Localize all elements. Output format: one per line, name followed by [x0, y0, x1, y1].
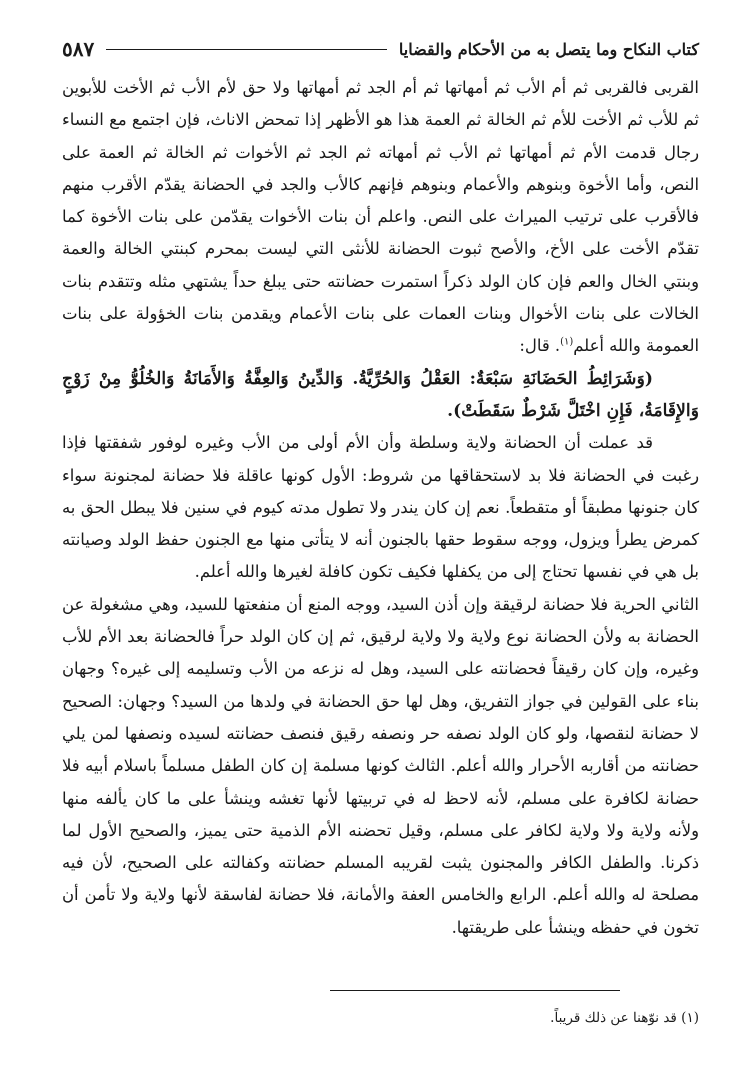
matn-conditions: (وَشَرَائِطُ الحَضَانَةِ سَبْعَةٌ: العَقْلُ وَالحُرِّيَّةُ. وَالدِّينُ وَالعِفَّةُ وَالأَمَانَةُ وَالخُلُوُّ مِنْ زَوْجٍ وَالإِقَامَةُ، فَإِنِ اخْتَلَّ شَرْطٌ سَقَطَتْ).	[62, 368, 699, 421]
commentary-tail: . قال:	[519, 336, 561, 356]
footnote-rule	[330, 990, 620, 991]
footnote: (١) قد نوّهنا عن ذلك قريباً.	[550, 1010, 699, 1026]
header-rule	[106, 49, 387, 50]
paragraph-commentary-order	[62, 72, 699, 363]
paragraph-condition-sanity: قد عملت أن الحضانة ولاية وسلطة وأن الأم أولى من الأب وغيره لوفور شفقتها فإذا رغبت في الحضانة فلا بد لاستحقاقها من شروط: الأول كونها عاقلة فلا حضانة لمجنونة سواء كان جنونها مطبقاً أو متقطعاً. نعم إن كان يندر ولا تطول مدته كيوم في سنين فلا يبطل الحق به كمرض يطرأ ويزول، ووجه سقوط حقها بالجنون أنه لا يتأتى منها مع الجنون حفظ الولد وصيانته بل هي في نفسها تحتاج إلى من يكفلها فكيف تكون كافلة لغيرها والله أعلم.	[62, 433, 699, 582]
running-head: كتاب النكاح وما يتصل به من الأحكام والقضايا	[398, 39, 699, 59]
footnote-marker: (١)	[560, 336, 574, 348]
page-number: ٥٨٧	[62, 37, 95, 61]
commentary-text: القربى فالقربى ثم أم الأب ثم أمهاتها ثم أم الجد ثم أمهاتها ولا حق لأم الأب ثم الأخت للأبوين ثم للأب ثم الأخت للأم ثم الخالة ثم العمة هذا هو الأظهر إذا تمحض الاناث، فإن اجتمع مع النساء رجال قدمت الأم ثم أمهاتها ثم الأب ثم أمهاته ثم الجد ثم الأخوات ثم الخالة ثم العمة على النص، وأما الأخوة وبنوهم والأعمام وبنوهم فإنهم كالأب والجد في الحضانة يقدّم الأقرب منهم فالأقرب على ترتيب الميراث على النص. واعلم أن بنات الأخوات يقدّمن على بنات الأخوة كما تقدّم الأخت على الأخ، والأصح ثبوت الحضانة للأنثى التي ليست بمحرم كبنتي الخالة والعمة وبنتي الخال والعم فإن كان الولد ذكراً استمرت حضانته حتى يبلغ حداً يشتهي مثله وتتقدم بنات الخالات على بنات الأخوال وبنات العمات على بنات الأعمام ويقدمن بنات الخؤولة على بنات العمومة والله أعلم	[62, 78, 699, 356]
page-header	[62, 34, 699, 64]
body-text	[62, 72, 699, 944]
paragraph-condition-freedom: الثاني الحرية فلا حضانة لرقيقة وإن أذن السيد، ووجه المنع أن منفعتها للسيد، وهي مشغولة عن الحضانة به ولأن الحضانة نوع ولاية ولا ولاية لرقيق، ثم إن كان الولد حراً فالحضانة بعد الأم للأب وغيره، وإن كان رقيقاً فحضانته على السيد، وهل له نزعه من الأب وتسليمه إلى غيره؟ وجهان بناء على القولين في جواز التفريق، وهل لها حق الحضانة في ولدها من السيد؟ وجهان: الصحيح لا حضانة لنقصها، ولو كان الولد نصفه حر ونصفه رقيق فنصف حضانته لسيده ونصفها لمن يلي حضانته من أقاربه الأحرار والله أعلم. الثالث كونها مسلمة إن كان الطفل مسلماً باسلام أبيه فلا حضانة لكافرة على مسلم، لأنه لاحظ له في تربيتها لأنها تغشه وينشأ على ما كان يألفه منها ولأنه ولاية ولا ولاية لكافر على مسلم، وقيل تحضنه الأم الذمية حتى يميز، والصحيح الأول لما ذكرنا. والطفل الكافر والمجنون يثبت لقريبه المسلم حضانته وكفالته على الصحيح، لأن فيه مصلحة له والله أعلم. الرابع والخامس العفة والأمانة، فلا حضانة لفاسقة لأنها ولاية ولا تأمن أن تخون في حفظه وينشأ على طريقتها.	[62, 594, 699, 937]
